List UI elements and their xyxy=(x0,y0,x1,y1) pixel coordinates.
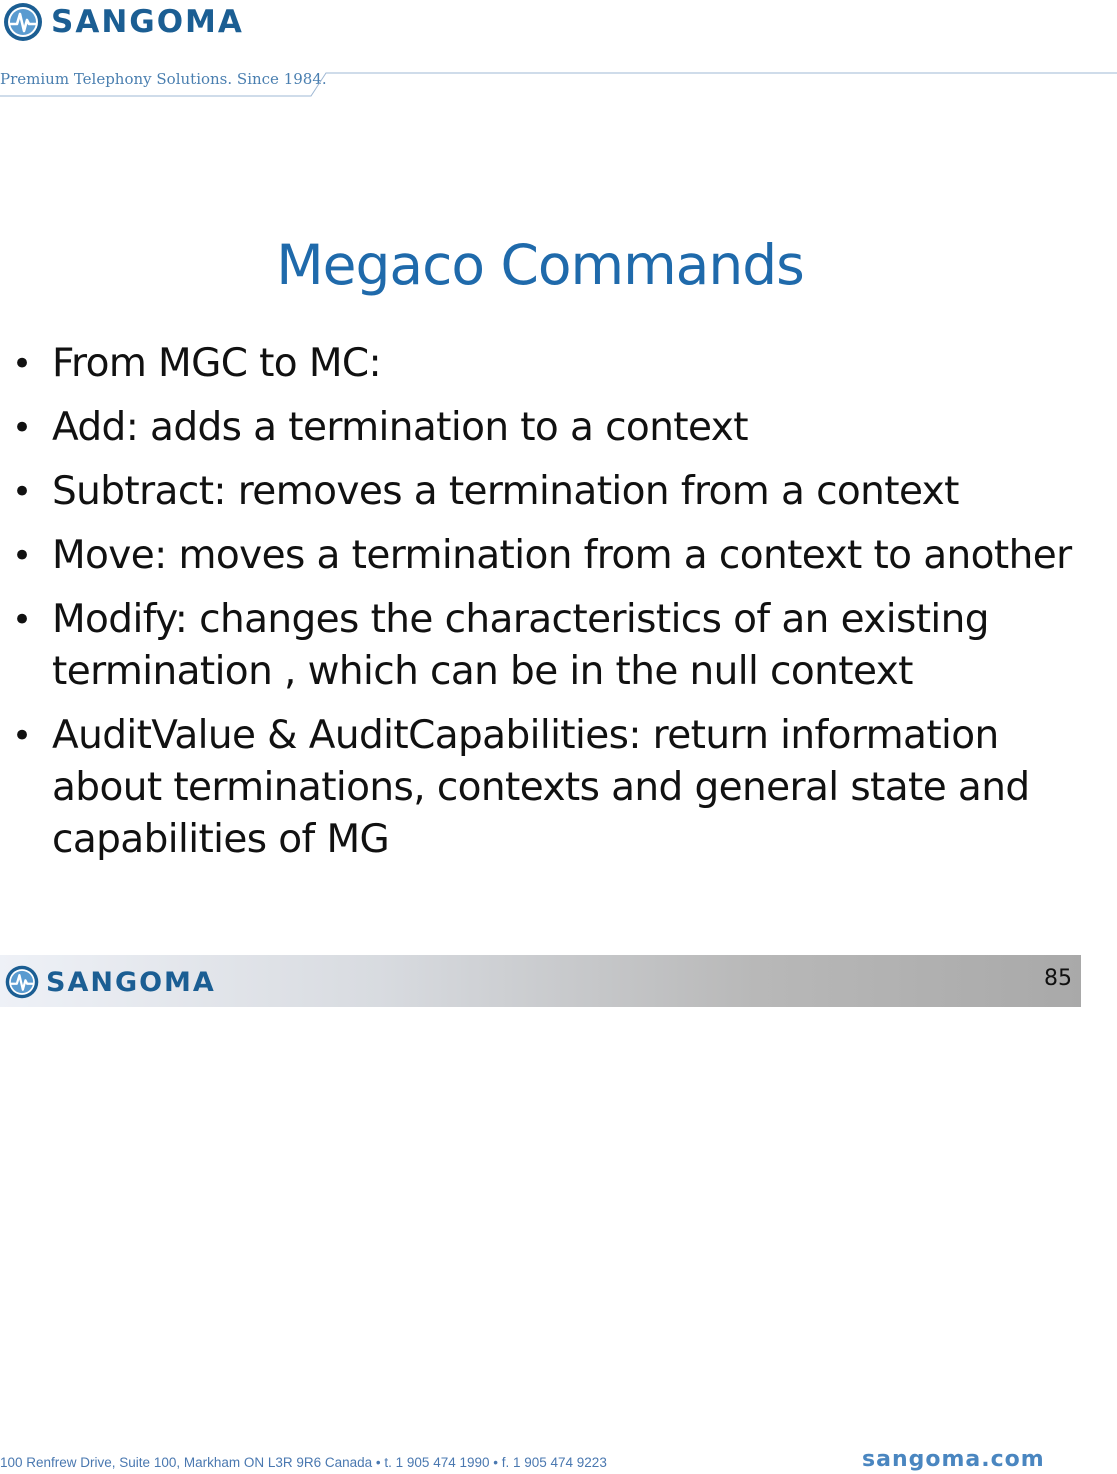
bullet-item: • Subtract: removes a termination from a context xyxy=(0,466,1090,518)
bullet-item: • Move: moves a termination from a context to another xyxy=(0,530,1090,582)
website-link[interactable]: sangoma.com xyxy=(862,1447,1045,1472)
bullet-list xyxy=(0,338,1090,878)
bullet-item: • Modify: changes the characteristics of an existing termination , which can be in the null context xyxy=(0,594,1090,698)
footer-brand-wordmark: SANGOMA xyxy=(46,966,216,998)
header-logo xyxy=(2,1,244,43)
header-divider xyxy=(0,60,1117,100)
bullet-item: • AuditValue & AuditCapabilities: return information about terminations, contexts and general state and capabilities of MG xyxy=(0,710,1090,866)
bullet-item: • From MGC to MC: xyxy=(0,338,1090,390)
sangoma-wave-logo-icon xyxy=(4,964,40,1000)
sangoma-wave-logo-icon xyxy=(2,1,44,43)
slide-title: Megaco Commands xyxy=(276,233,804,297)
page-number: 85 xyxy=(1044,966,1072,991)
footer-logo xyxy=(4,964,216,1000)
header-tagline: Premium Telephony Solutions. Since 1984. xyxy=(0,70,327,88)
bullet-item: • Add: adds a termination to a context xyxy=(0,402,1090,454)
company-address: 100 Renfrew Drive, Suite 100, Markham ON L3R 9R6 Canada • t. 1 905 474 1990 • f. 1 905 474 9223 xyxy=(0,1455,607,1470)
header-brand-wordmark: SANGOMA xyxy=(51,3,244,40)
